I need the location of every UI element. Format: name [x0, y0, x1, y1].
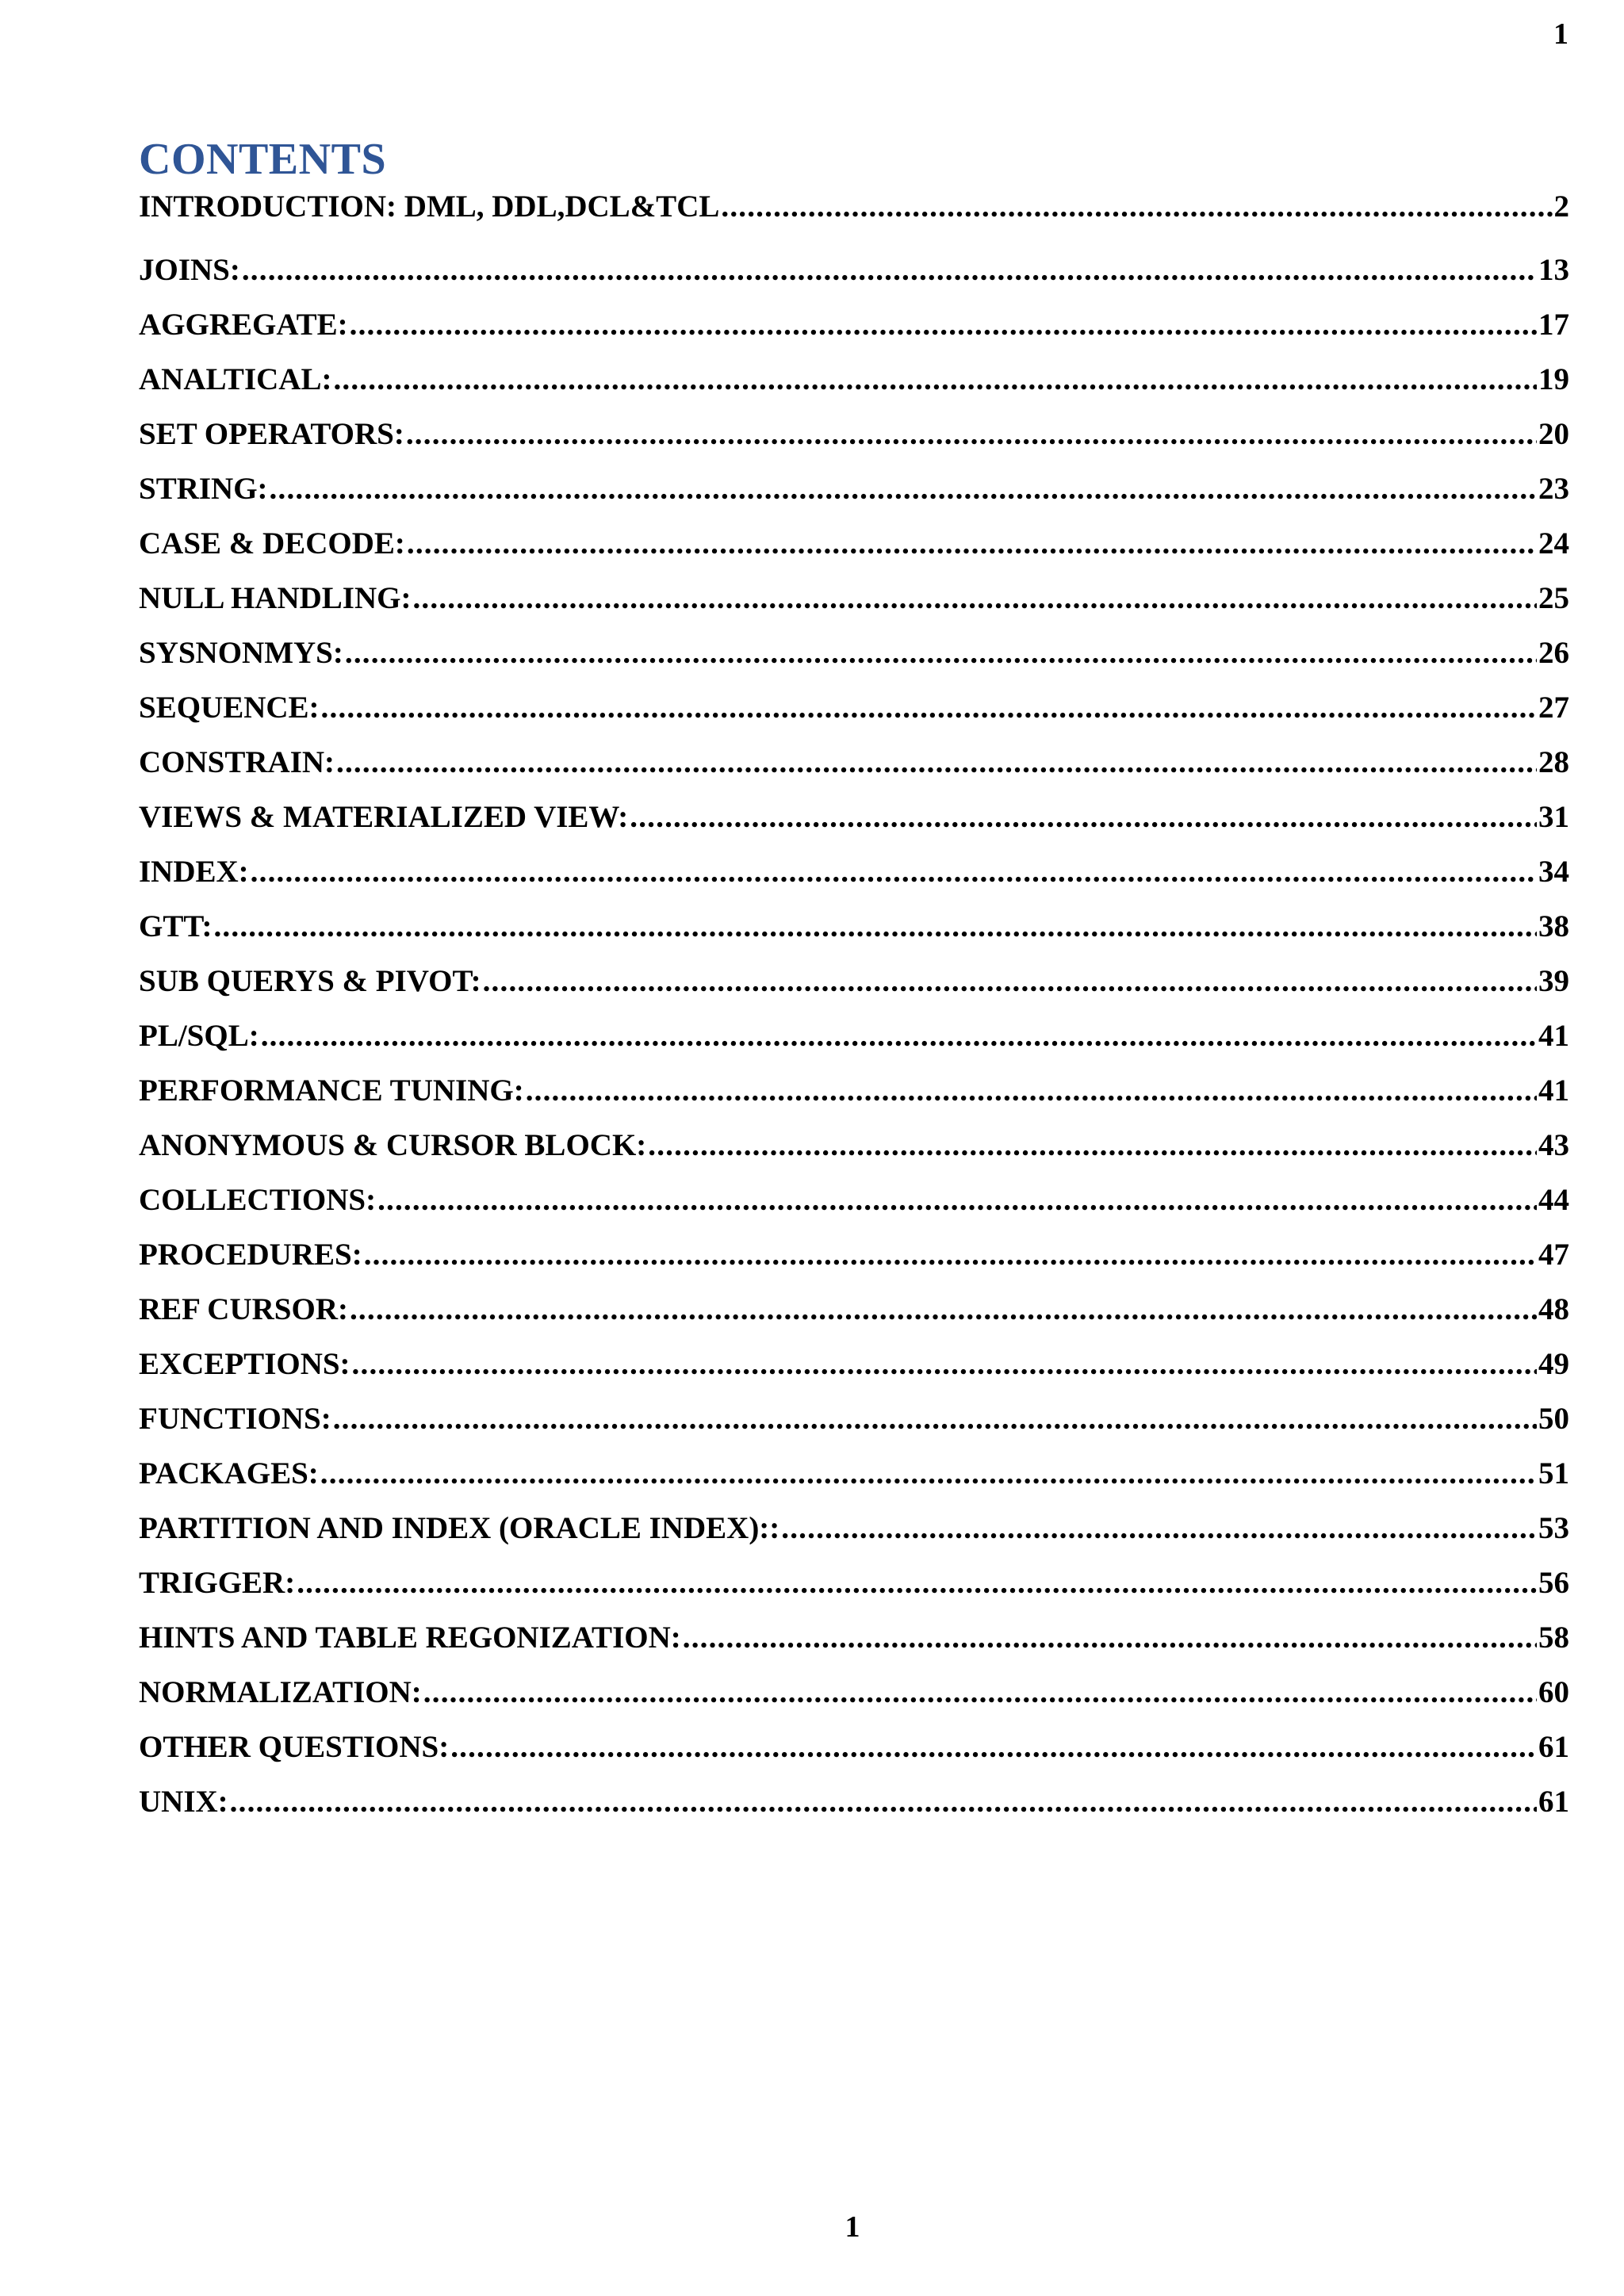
toc-dot-leader: [526, 1063, 1537, 1118]
toc-entry-title: SUB QUERYS & PIVOT:: [139, 964, 481, 998]
toc-entry[interactable]: [139, 680, 1569, 735]
footer-page-number: 1: [845, 2210, 860, 2244]
toc-entry[interactable]: [139, 899, 1569, 954]
toc-dot-leader: [333, 1391, 1537, 1446]
toc-entry[interactable]: [139, 1063, 1569, 1118]
toc-entry-title: UNIX:: [139, 1785, 228, 1819]
toc-dot-leader: [242, 243, 1537, 297]
toc-entry-page-number: 27: [1538, 691, 1569, 725]
toc-entry-page-number: 41: [1538, 1019, 1569, 1053]
toc-entry-page-number: 34: [1538, 855, 1569, 889]
toc-entry[interactable]: [139, 1665, 1569, 1720]
toc-entry[interactable]: [139, 1501, 1569, 1556]
toc-dot-leader: [350, 297, 1537, 352]
toc-entry-page-number: 17: [1538, 308, 1569, 342]
toc-entry-title: SET OPERATORS:: [139, 417, 404, 451]
toc-entry-page-number: 41: [1538, 1073, 1569, 1108]
toc-entry-title: SYSNONMYS:: [139, 636, 343, 670]
toc-heading: CONTENTS: [139, 135, 387, 184]
header-page-number: 1: [1553, 17, 1568, 51]
toc-dot-leader: [450, 1720, 1537, 1774]
toc-dot-leader: [213, 899, 1537, 954]
toc-entry-title: INTRODUCTION: DML, DDL,DCL&TCL: [139, 189, 720, 224]
toc-entry-title: AGGREGATE:: [139, 308, 348, 342]
toc-entry-title: VIEWS & MATERIALIZED VIEW:: [139, 800, 629, 834]
toc-dot-leader: [423, 1665, 1537, 1720]
toc-dot-leader: [270, 461, 1537, 516]
toc-entry[interactable]: [139, 571, 1569, 626]
toc-entry[interactable]: [139, 1227, 1569, 1282]
toc-entry-title: PERFORMANCE TUNING:: [139, 1073, 524, 1108]
toc-entry-title: HINTS AND TABLE REGONIZATION:: [139, 1621, 681, 1655]
toc-entry-page-number: 58: [1538, 1621, 1569, 1655]
toc-dot-leader: [352, 1337, 1537, 1391]
toc-entry[interactable]: [139, 352, 1569, 407]
toc-entry[interactable]: [139, 626, 1569, 680]
toc-entry-title: PL/SQL:: [139, 1019, 259, 1053]
table-of-contents: [139, 131, 1569, 1829]
toc-entry[interactable]: [139, 1008, 1569, 1063]
toc-entry-title: STRING:: [139, 472, 268, 506]
toc-entry[interactable]: [139, 1282, 1569, 1337]
toc-entry-title: PROCEDURES:: [139, 1238, 362, 1272]
toc-list: [139, 188, 1569, 1829]
toc-entry-page-number: 31: [1538, 800, 1569, 834]
toc-dot-leader: [251, 844, 1537, 899]
toc-entry[interactable]: [139, 1720, 1569, 1774]
toc-dot-leader: [630, 790, 1537, 844]
toc-entry-page-number: 25: [1538, 581, 1569, 615]
toc-entry-page-number: 50: [1538, 1402, 1569, 1436]
toc-entry-title: NULL HANDLING:: [139, 581, 412, 615]
toc-entry-page-number: 38: [1538, 909, 1569, 943]
toc-entry[interactable]: [139, 188, 1569, 226]
toc-dot-leader: [333, 352, 1537, 407]
toc-entry[interactable]: [139, 1173, 1569, 1227]
toc-entry-title: PARTITION AND INDEX (ORACLE INDEX)::: [139, 1511, 780, 1545]
toc-entry-title: OTHER QUESTIONS:: [139, 1730, 450, 1764]
toc-entry[interactable]: [139, 1446, 1569, 1501]
toc-entry-page-number: 24: [1538, 526, 1569, 561]
toc-entry-title: JOINS:: [139, 253, 240, 287]
toc-entry[interactable]: [139, 735, 1569, 790]
toc-entry-title: TRIGGER:: [139, 1566, 296, 1600]
toc-entry[interactable]: [139, 297, 1569, 352]
toc-entry-title: ANONYMOUS & CURSOR BLOCK:: [139, 1128, 647, 1162]
toc-entry-page-number: 47: [1538, 1238, 1569, 1272]
toc-entry[interactable]: [139, 1391, 1569, 1446]
toc-entry-page-number: 23: [1538, 472, 1569, 506]
toc-entry-page-number: 39: [1538, 964, 1569, 998]
toc-entry-page-number: 56: [1538, 1566, 1569, 1600]
toc-dot-leader: [781, 1501, 1537, 1556]
toc-dot-leader: [407, 516, 1537, 571]
toc-entry-title: NORMALIZATION:: [139, 1675, 422, 1709]
toc-dot-leader: [336, 735, 1537, 790]
toc-entry-page-number: 26: [1538, 636, 1569, 670]
toc-entry-title: COLLECTIONS:: [139, 1183, 377, 1217]
toc-entry-title: PACKAGES:: [139, 1456, 319, 1490]
toc-dot-leader: [350, 1282, 1537, 1337]
toc-entry-page-number: 49: [1538, 1347, 1569, 1381]
toc-entry-title: REF CURSOR:: [139, 1292, 348, 1326]
toc-entry-page-number: 51: [1538, 1456, 1569, 1490]
toc-dot-leader: [320, 1446, 1537, 1501]
toc-entry[interactable]: [139, 1610, 1569, 1665]
toc-dot-leader: [721, 188, 1552, 226]
toc-dot-leader: [297, 1556, 1537, 1610]
toc-entry-page-number: 44: [1538, 1183, 1569, 1217]
toc-entry[interactable]: [139, 243, 1569, 297]
toc-dot-leader: [406, 407, 1537, 461]
toc-entry[interactable]: [139, 516, 1569, 571]
toc-entry-title: FUNCTIONS:: [139, 1402, 331, 1436]
toc-entry[interactable]: [139, 790, 1569, 844]
toc-entry[interactable]: [139, 1556, 1569, 1610]
toc-entry[interactable]: [139, 407, 1569, 461]
toc-dot-leader: [345, 626, 1537, 680]
toc-entry[interactable]: [139, 844, 1569, 899]
toc-entry-page-number: 43: [1538, 1128, 1569, 1162]
toc-entry-page-number: 28: [1538, 745, 1569, 779]
toc-entry-page-number: 53: [1538, 1511, 1569, 1545]
toc-entry[interactable]: [139, 1774, 1569, 1829]
toc-dot-leader: [377, 1173, 1537, 1227]
toc-dot-leader: [364, 1227, 1537, 1282]
toc-entry-page-number: 61: [1538, 1730, 1569, 1764]
toc-entry-page-number: 48: [1538, 1292, 1569, 1326]
toc-entry[interactable]: [139, 954, 1569, 1008]
toc-entry-title: EXCEPTIONS:: [139, 1347, 350, 1381]
toc-entry[interactable]: [139, 461, 1569, 516]
toc-entry-page-number: 19: [1538, 362, 1569, 396]
toc-entry-title: GTT:: [139, 909, 213, 943]
toc-dot-leader: [412, 571, 1537, 626]
toc-entry-title: ANALTICAL:: [139, 362, 332, 396]
toc-entry[interactable]: [139, 1118, 1569, 1173]
toc-entry-title: INDEX:: [139, 855, 249, 889]
toc-dot-leader: [683, 1610, 1537, 1665]
toc-entry-page-number: 2: [1553, 189, 1569, 224]
toc-entry-page-number: 13: [1538, 253, 1569, 287]
toc-entry-page-number: 60: [1538, 1675, 1569, 1709]
toc-dot-leader: [648, 1118, 1537, 1173]
toc-entry-title: CONSTRAIN:: [139, 745, 335, 779]
toc-entry[interactable]: [139, 1337, 1569, 1391]
toc-entry-page-number: 20: [1538, 417, 1569, 451]
toc-dot-leader: [230, 1774, 1537, 1829]
toc-dot-leader: [483, 954, 1537, 1008]
toc-dot-leader: [261, 1008, 1537, 1063]
toc-entry-title: SEQUENCE:: [139, 691, 320, 725]
toc-entry-page-number: 61: [1538, 1785, 1569, 1819]
toc-dot-leader: [321, 680, 1537, 735]
toc-entry-title: CASE & DECODE:: [139, 526, 405, 561]
